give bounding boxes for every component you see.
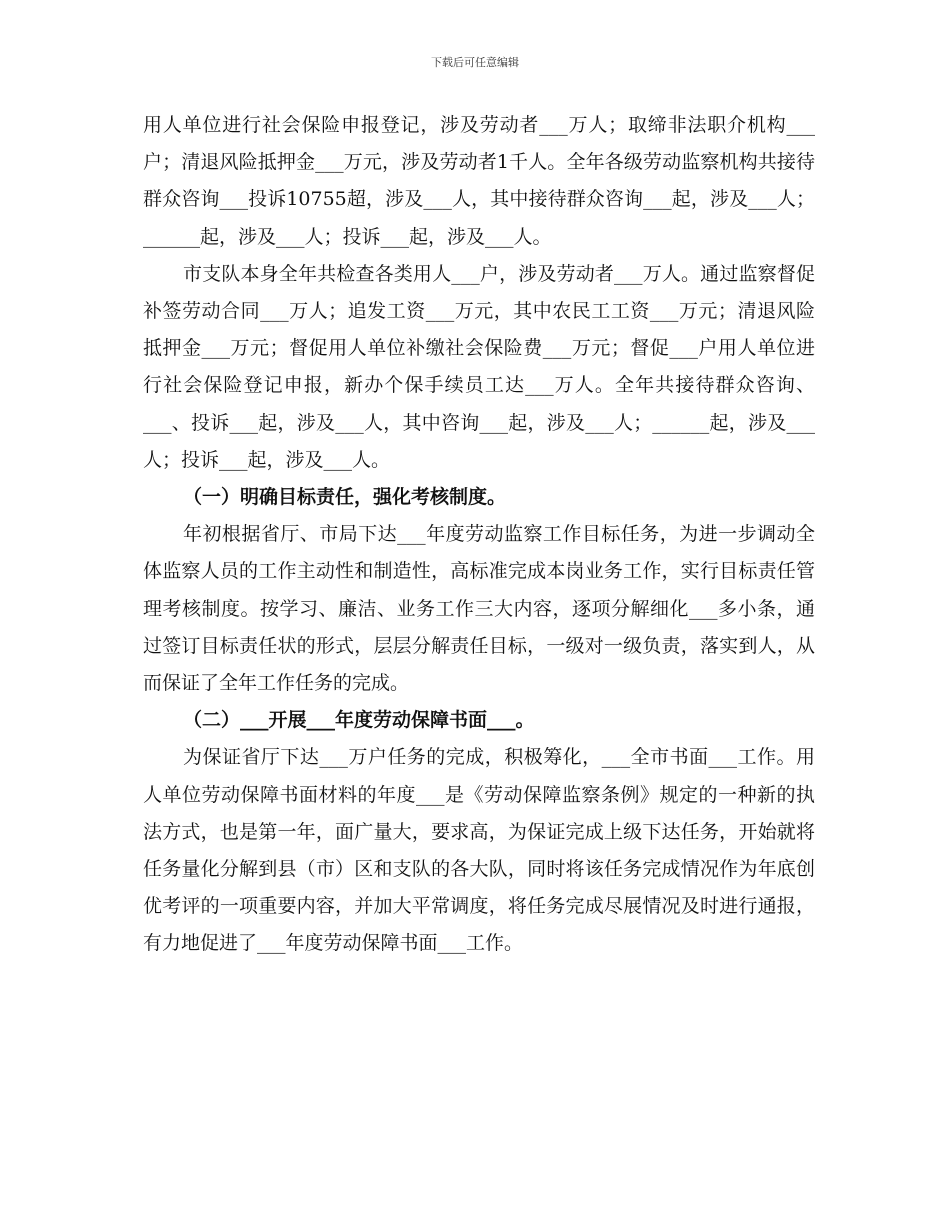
paragraph-4: 为保证省厅下达___万户任务的完成，积极筹化，___全市书面___工作。用人单位劳动保障书面材料的年度___是《劳动保障监察条例》规定的一种新的执法方式，也是第一年，面广量大，要求高，为保证完成上级下达任务，开始就将任务量化分解到县（市）区和支队的各大队，同时将该任务完成情况作为年底创优考评的一项重要内容，并加大平常调度，将任务完成尽展情况及时进行通报，有力地促进了___年度劳动保障书面___工作。 <box>143 746 815 955</box>
paragraph-3: 年初根据省厅、市局下达___年度劳动监察工作目标任务，为进一步调动全体监察人员的工作主动性和制造性，高标准完成本岗业务工作，实行目标责任管理考核制度。按学习、廉洁、业务工作三大内容，逐项分解细化___多小条，通过签订目标责任状的形式，层层分解责任目标，一级对一级负责，落实到人，从而保证了全年工作任务的完成。 <box>143 523 815 695</box>
section-heading-2: （二）___开展___年度劳动保障书面___。 <box>183 709 535 732</box>
document-body <box>143 107 815 963</box>
paragraph-2: 市支队本身全年共检查各类用人___户，涉及劳动者___万人。通过监察督促补签劳动合同___万人；追发工资___万元，其中农民工工资___万元；清退风险抵押金___万元；督促用人单位补缴社会保险费___万元；督促___户用人单位进行社会保险登记申报，新办个保手续员工达___万人。全年共接待群众咨询、___、投诉___起，涉及___人，其中咨询___起，涉及___人；______起，涉及___人；投诉___起，涉及___人。 <box>143 262 815 471</box>
paragraph-1: 用人单位进行社会保险申报登记，涉及劳动者___万人；取缔非法职介机构___户；清退风险抵押金___万元，涉及劳动者1千人。全年各级劳动监察机构共接待群众咨询___投诉10755超，涉及___人，其中接待群众咨询___起，涉及___人；______起，涉及___人；投诉___起，涉及___人。 <box>143 114 815 248</box>
page-header: 下载后可任意编辑 <box>431 56 519 69</box>
section-heading-1: （一）明确目标责任，强化考核制度。 <box>183 486 507 509</box>
